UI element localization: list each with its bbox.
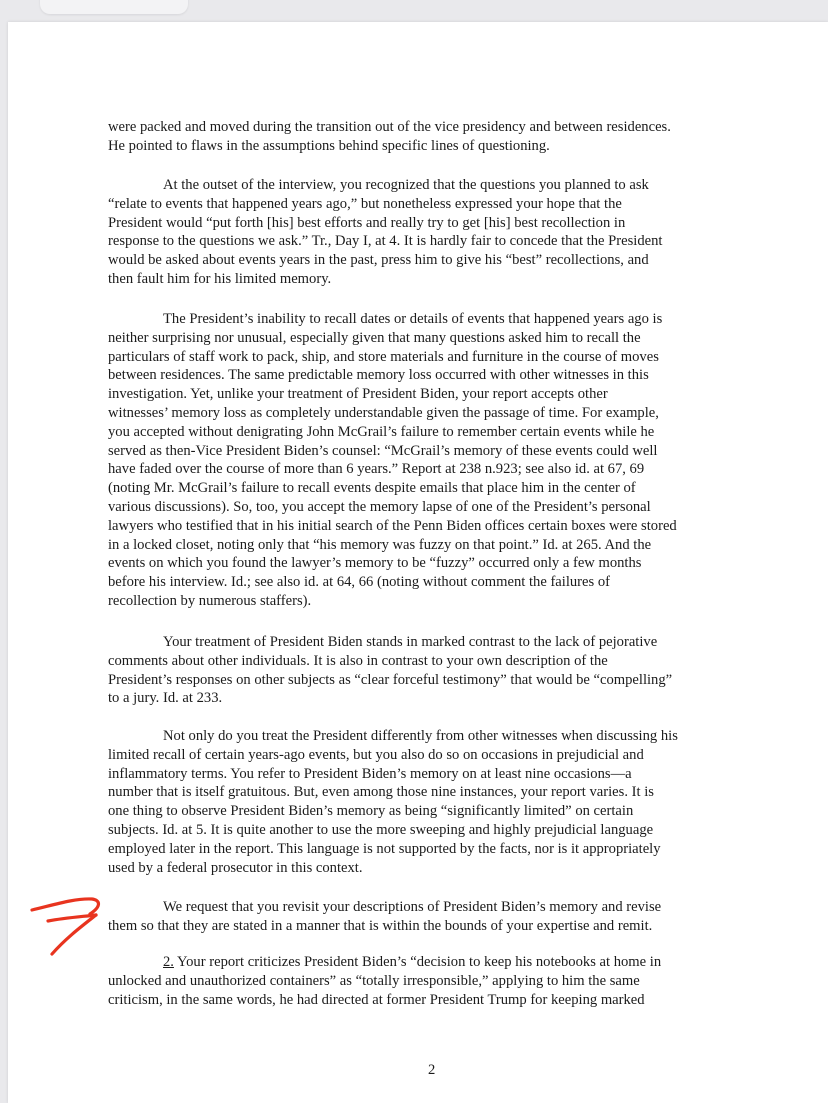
text-line: response to the questions we ask.” Tr., Day I, at 4. It is hardly fair to concede that the President [108, 233, 663, 250]
text-line: (noting Mr. McGrail’s failure to recall events despite emails that place him in the center of [108, 480, 636, 497]
text-line: lawyers who testified that in his initial search of the Penn Biden offices certain boxes were stored [108, 517, 677, 534]
paragraph-5 [108, 727, 768, 877]
viewer-top-tab [40, 0, 188, 14]
text-line: comments about other individuals. It is also in contrast to your own description of the [108, 652, 608, 669]
text-line: them so that they are stated in a manner that is within the bounds of your expertise and remit. [108, 917, 653, 934]
text-line: number that is itself gratuitous. But, even among those nine instances, your report varies. It is [108, 784, 654, 801]
text-line: to a jury. Id. at 233. [108, 690, 223, 707]
text-line: inflammatory terms. You refer to President Biden’s memory on at least nine occasions—a [108, 765, 632, 782]
text-line: President’s responses on other subjects as “clear forceful testimony” that would be “compelling” [108, 671, 673, 688]
text-line: At the outset of the interview, you recognized that the questions you planned to ask [163, 177, 649, 193]
section-number: 2. [163, 954, 174, 970]
text-line: then fault him for his limited memory. [108, 270, 332, 287]
text-line: you accepted without denigrating John McGrail’s failure to remember certain events while he [108, 423, 655, 440]
text-line: were packed and moved during the transition out of the vice presidency and between residences. [108, 119, 671, 135]
text-line: He pointed to flaws in the assumptions behind specific lines of questioning. [108, 137, 550, 154]
text-line: 2. Your report criticizes President Biden’s “decision to keep his notebooks at home in [163, 954, 662, 970]
text-line: particulars of staff work to pack, ship, and store materials and furniture in the course of moves [108, 348, 659, 365]
text-line: neither surprising nor unusual, especially given that many questions asked him to recall the [108, 329, 641, 346]
paragraph-2 [108, 176, 768, 289]
text-line: Not only do you treat the President differently from other witnesses when discussing his [163, 728, 678, 744]
text-line: recollection by numerous staffers). [108, 592, 312, 609]
text-line: unlocked and unauthorized containers” as “totally irresponsible,” applying to him the same [108, 972, 640, 989]
text-line: witnesses’ memory loss as completely understandable given the passage of time. For example, [108, 404, 659, 421]
page-number: 2 [428, 1062, 436, 1078]
text-line: We request that you revisit your descriptions of President Biden’s memory and revise [163, 899, 662, 915]
paragraph-6 [108, 898, 768, 936]
text-line: President would “put forth [his] best efforts and really try to get [his] best recollection in [108, 214, 626, 231]
text-line: subjects. Id. at 5. It is quite another to use the more sweeping and highly prejudicial language [108, 821, 654, 838]
paragraph-3 [108, 310, 768, 611]
document-page [8, 22, 828, 1103]
text-line: various discussions). So, too, you accept the memory lapse of one of the President’s personal [108, 498, 651, 515]
text-line: employed later in the report. This language is not supported by the facts, nor is it appropriately [108, 840, 661, 857]
text-line: used by a federal prosecutor in this context. [108, 859, 363, 876]
text-line: one thing to observe President Biden’s memory as being “significantly limited” on certain [108, 803, 634, 820]
text-line: The President’s inability to recall dates or details of events that happened years ago is [163, 311, 663, 327]
text-line: between residences. The same predictable memory loss occurred with other witnesses in this [108, 367, 649, 384]
text-line: criticism, in the same words, he had directed at former President Trump for keeping marked [108, 991, 645, 1008]
text-line: investigation. Yet, unlike your treatment of President Biden, your report accepts other [108, 386, 608, 403]
text-line: “relate to events that happened years ago,” but nonetheless expressed your hope that the [108, 195, 622, 212]
text-line: limited recall of certain years-ago events, but you also do so on occasions in prejudicial and [108, 746, 644, 763]
red-hand-drawn-arrow-icon [30, 888, 120, 960]
text-line: Your treatment of President Biden stands in marked contrast to the lack of pejorative [163, 634, 658, 650]
paragraph-4 [108, 633, 768, 708]
text-line: before his interview. Id.; see also id. at 64, 66 (noting without comment the failures of [108, 574, 611, 591]
paragraph-7 [108, 953, 768, 1009]
text-line: served as then-Vice President Biden’s counsel: “McGrail’s memory of these events could well [108, 442, 658, 459]
text-line: in a locked closet, noting only that “his memory was fuzzy on that point.” Id. at 265. And the [108, 536, 652, 553]
paragraph-1 [108, 118, 768, 156]
text-line: have faded over the course of more than 6 years.” Report at 238 n.923; see also id. at 67, 69 [108, 461, 645, 478]
text-line: events on which you found the lawyer’s memory to be “fuzzy” occurred only a few months [108, 555, 642, 572]
text-line: would be asked about events years in the past, press him to give his “best” recollections, and [108, 252, 649, 269]
